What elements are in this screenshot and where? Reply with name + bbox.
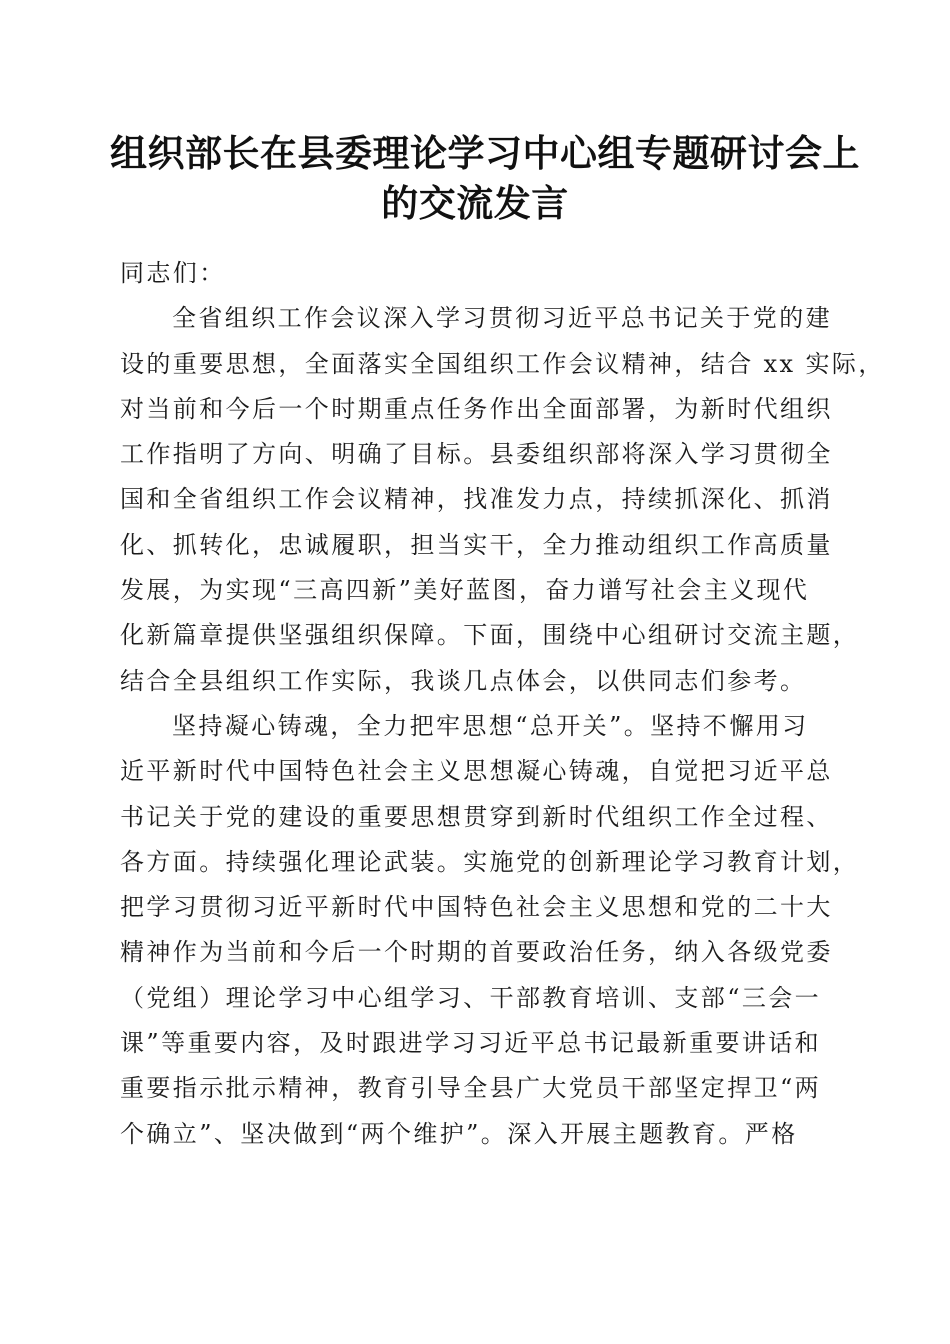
paragraph-line: 发展，为实现“三高四新”美好蓝图，奋力谱写社会主义现代 bbox=[120, 576, 810, 605]
paragraph-line: 结合全县组织工作实际，我谈几点体会，以供同志们参考。 bbox=[120, 666, 807, 695]
paragraph-2 bbox=[120, 704, 860, 1157]
paragraph-1 bbox=[120, 296, 885, 704]
paragraph-line: 重要指示批示精神，教育引导全县广大党员干部坚定捍卫“两 bbox=[120, 1074, 822, 1103]
paragraph-line: 全省组织工作会议深入学习贯彻习近平总书记关于党的建 bbox=[172, 304, 832, 333]
document-title bbox=[110, 128, 860, 228]
paragraph-line: 对当前和今后一个时期重点任务作出全面部署，为新时代组织 bbox=[120, 394, 833, 423]
paragraph-line: 化、抓转化，忠诚履职，担当实干，全力推动组织工作高质量 bbox=[120, 530, 833, 559]
paragraph-line: 书记关于党的建设的重要思想贯穿到新时代组织工作全过程、 bbox=[120, 802, 833, 831]
title-line-2: 的交流发言 bbox=[381, 181, 569, 225]
paragraph-line: 个确立”、坚决做到“两个维护”。深入开展主题教育。严格 bbox=[120, 1119, 798, 1148]
paragraph-line: 工作指明了方向、明确了目标。县委组织部将深入学习贯彻全 bbox=[120, 440, 833, 469]
salutation: 同志们： bbox=[120, 259, 226, 287]
paragraph-line: 把学习贯彻习近平新时代中国特色社会主义思想和党的二十大 bbox=[120, 893, 833, 922]
paragraph-line: 设的重要思想，全面落实全国组织工作会议精神，结合 xx 实际， bbox=[120, 349, 885, 378]
paragraph-line: 近平新时代中国特色社会主义思想凝心铸魂，自觉把习近平总 bbox=[120, 757, 833, 786]
document-body bbox=[120, 251, 885, 1157]
paragraph-line: 化新篇章提供坚强组织保障。下面，围绕中心组研讨交流主题， bbox=[120, 621, 860, 650]
paragraph-line: （党组）理论学习中心组学习、干部教育培训、支部“三会一 bbox=[120, 983, 822, 1012]
paragraph-line: 各方面。持续强化理论武装。实施党的创新理论学习教育计划， bbox=[120, 847, 860, 876]
title-line-1: 组织部长在县委理论学习中心组专题研讨会上 bbox=[110, 131, 860, 175]
paragraph-line: 坚持凝心铸魂，全力把牢思想“总开关”。坚持不懈用习 bbox=[172, 711, 809, 740]
paragraph-line: 国和全省组织工作会议精神，找准发力点，持续抓深化、抓消 bbox=[120, 485, 833, 514]
paragraph-line: 课”等重要内容，及时跟进学习习近平总书记最新重要讲话和 bbox=[120, 1029, 822, 1058]
paragraph-line: 精神作为当前和今后一个时期的首要政治任务，纳入各级党委 bbox=[120, 938, 833, 967]
